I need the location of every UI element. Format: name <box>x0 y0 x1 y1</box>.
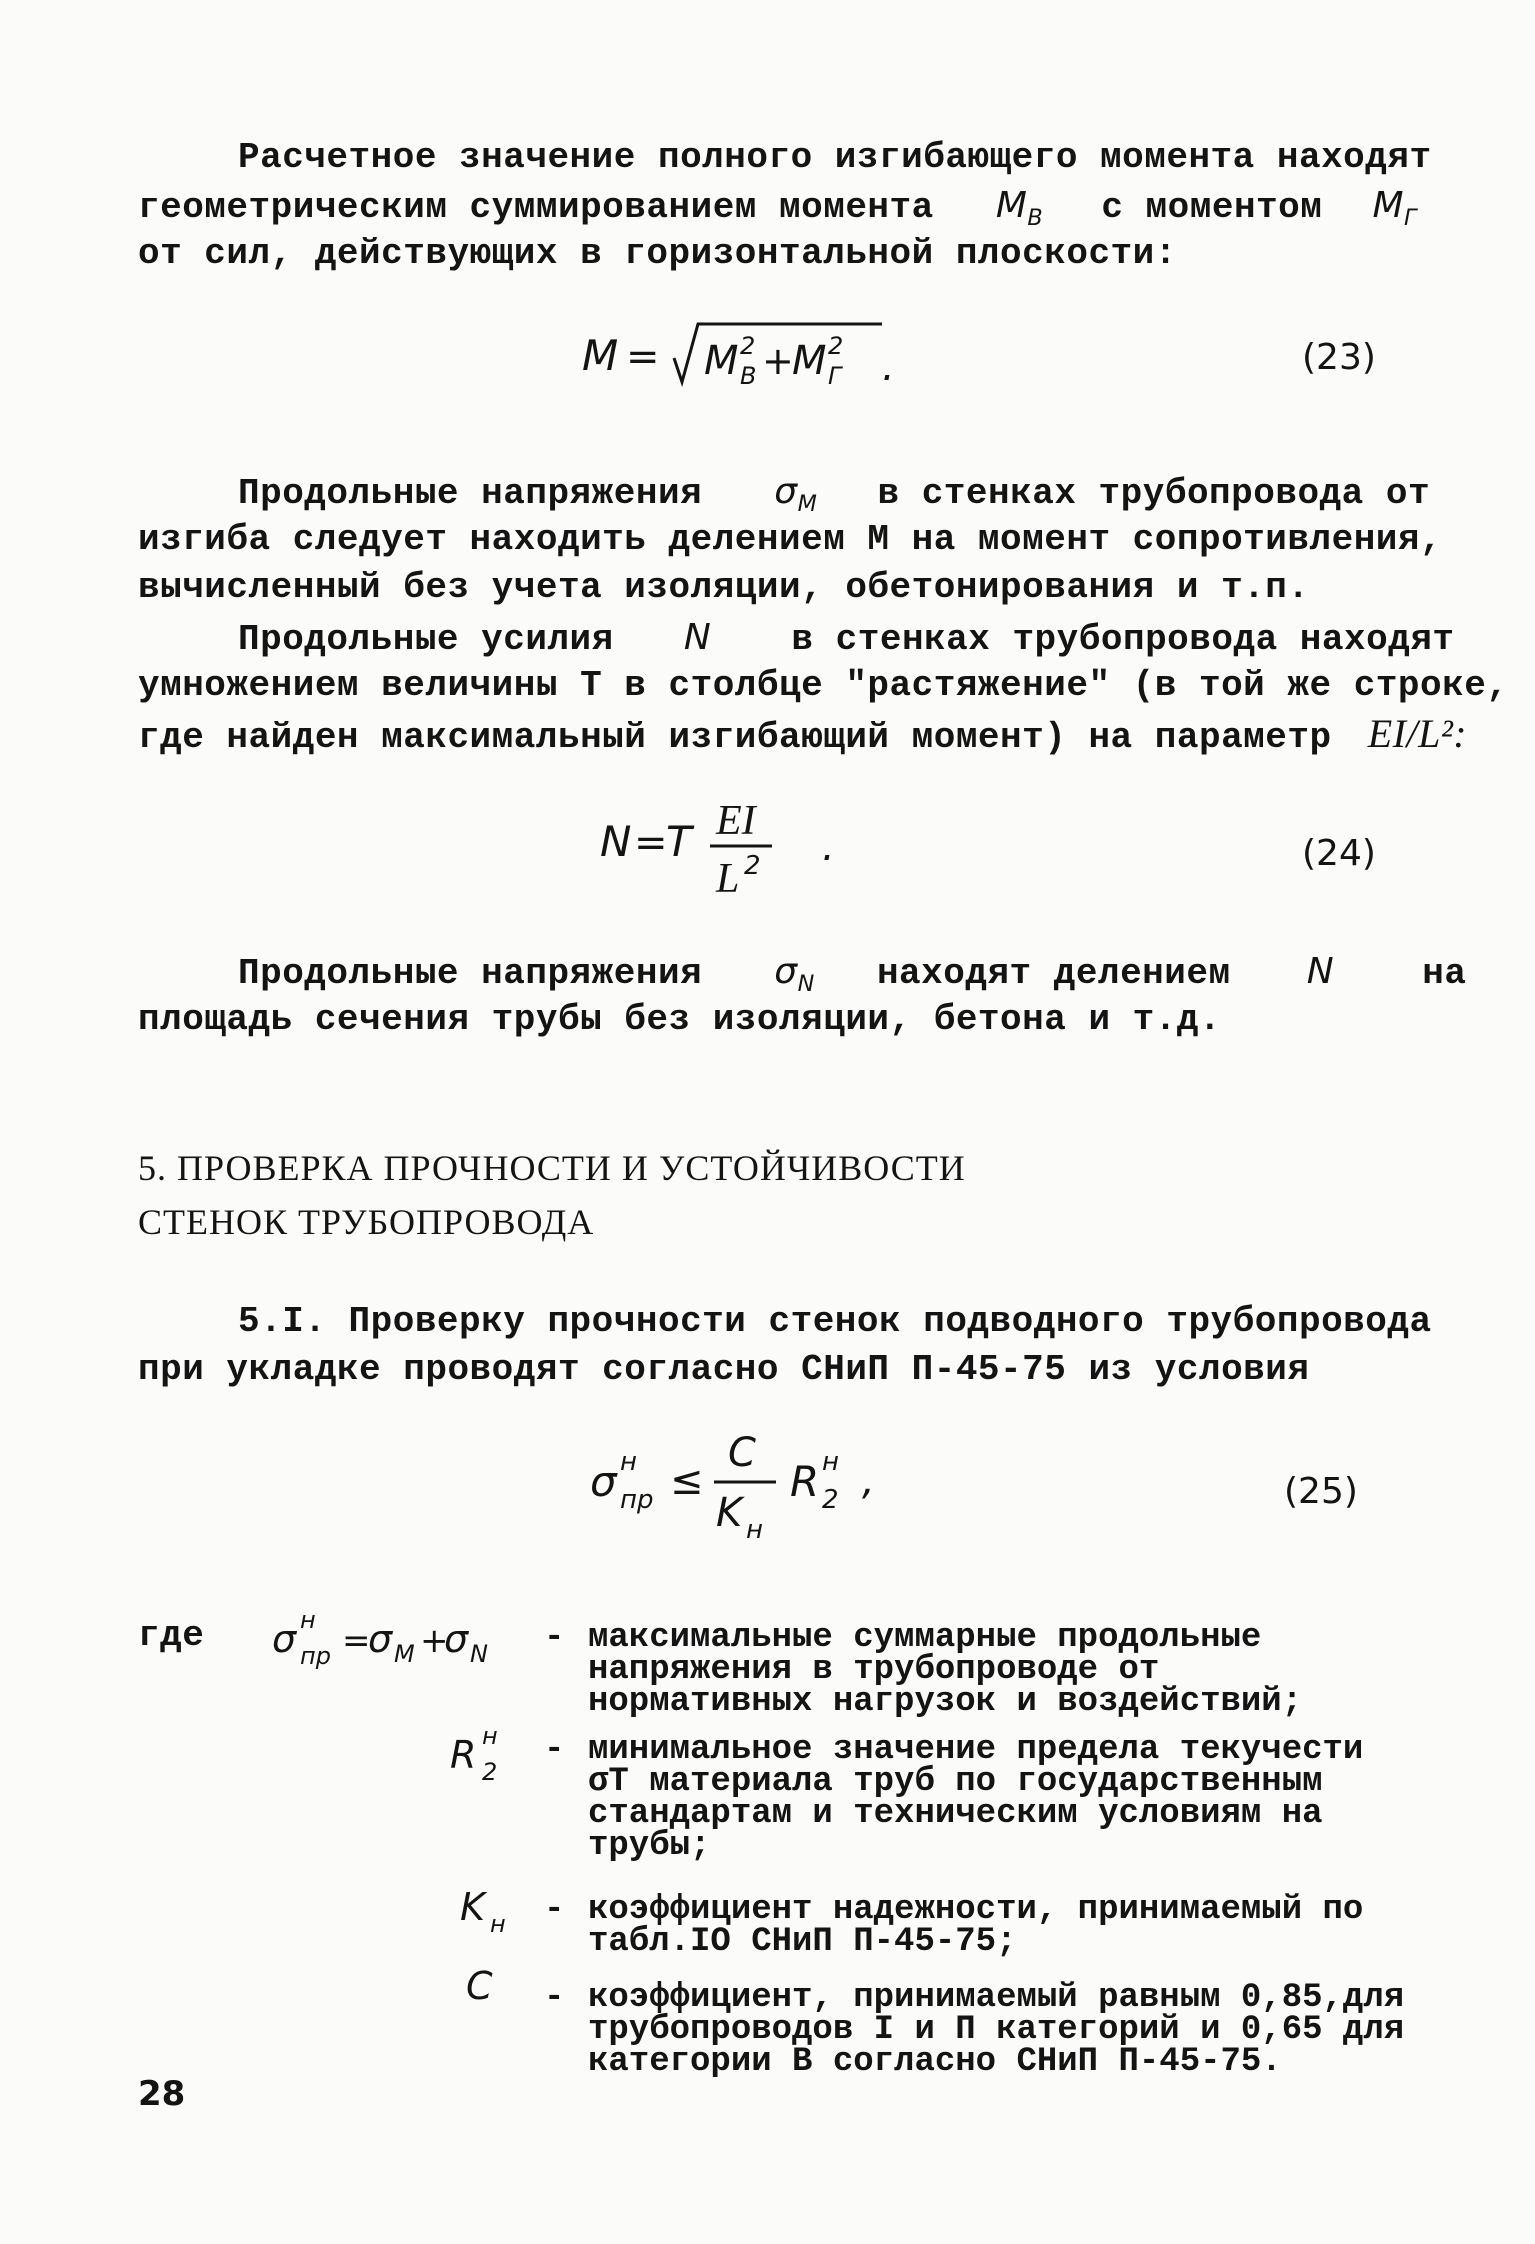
svg-text:≤: ≤ <box>670 1458 704 1504</box>
definition-dash: - <box>544 1979 565 2017</box>
svg-text:2: 2 <box>482 1758 498 1786</box>
definition-dash: - <box>544 1619 565 1657</box>
paragraph-5-line-2 <box>138 1344 1310 1396</box>
svg-text:2: 2 <box>744 851 761 881</box>
equation-25-number: (25) <box>1284 1471 1358 1512</box>
equation-25 <box>590 1424 910 1566</box>
ei-over-l2-symbol: EI/L²: <box>1367 711 1468 756</box>
definition-text-c: коэффициент, принимаемый равным 0,85,для трубопроводов I и П категорий и 0,65 для категории В согласно СНиП П-45-75. <box>588 1979 1405 2081</box>
svg-text:н: н <box>482 1722 498 1750</box>
paragraph-1-line-3 <box>138 228 1177 280</box>
svg-text:+: + <box>420 1621 449 1661</box>
sigma-n-symbol: $\sigma_N$ <box>774 951 815 998</box>
svg-text:σ: σ <box>590 1457 617 1506</box>
text: в стенках трубопровода от <box>877 473 1431 514</box>
svg-text:M: M <box>394 1640 415 1668</box>
n-symbol: N <box>683 617 712 658</box>
paragraph-5-line-1 <box>238 1296 1432 1348</box>
page-number: 28 <box>138 2074 186 2114</box>
svg-text:L: L <box>716 856 740 902</box>
text: в стенках трубопровода находят <box>791 619 1455 660</box>
svg-text:Г: Г <box>828 362 842 390</box>
paragraph-4-line-2 <box>138 994 1221 1046</box>
paragraph-3-line-3 <box>138 708 1467 764</box>
definition-symbol-kn <box>460 1880 540 1943</box>
text: при укладке проводят согласно СНиП П-45-75 из условия <box>138 1349 1310 1390</box>
svg-text:=: = <box>626 334 660 380</box>
n-symbol: N <box>1306 951 1335 992</box>
svg-text:.: . <box>882 344 895 390</box>
svg-text:н: н <box>746 1515 763 1545</box>
paragraph-3-line-1 <box>238 612 1455 666</box>
svg-text:.: . <box>822 824 835 870</box>
svg-text:,: , <box>862 1458 875 1504</box>
svg-text:=: = <box>342 1621 371 1661</box>
equation-23-number: (23) <box>1302 337 1376 378</box>
svg-text:+: + <box>762 339 794 383</box>
svg-text:M: M <box>792 338 827 384</box>
text: на <box>1422 953 1467 994</box>
svg-text:=: = <box>634 820 668 866</box>
text: изгиба следует находить делением М на момент сопротивления, <box>138 519 1443 560</box>
equation-24-graphic <box>600 790 860 910</box>
svg-text:R: R <box>450 1733 477 1777</box>
svg-text:н: н <box>822 1447 839 1477</box>
svg-text:M: M <box>704 338 739 384</box>
equation-24 <box>600 790 860 922</box>
text: вычисленный без учета изоляции, обетонирования и т.п. <box>138 567 1310 608</box>
svg-text:K: K <box>716 1490 743 1536</box>
definition-text-r2n: минимальное значение предела текучести σТ материала труб по государственным стандартам и техническим условиям на трубы; <box>588 1731 1364 1865</box>
text: площадь сечения трубы без изоляции, бетона и т.д. <box>138 999 1222 1040</box>
svg-text:пр: пр <box>300 1642 331 1670</box>
text: находят делением <box>876 953 1231 994</box>
text: геометрическим суммированием момента <box>138 187 934 228</box>
equation-23-graphic <box>582 318 912 398</box>
text: Расчетное значение полного изгибающего момента находят <box>238 137 1432 178</box>
text: Продольные усилия <box>238 619 614 660</box>
paragraph-3-line-2 <box>138 660 1508 712</box>
moment-mg-symbol: $M_Г$ <box>1372 185 1417 232</box>
svg-text:н: н <box>620 1447 637 1477</box>
equation-24-number: (24) <box>1302 833 1376 874</box>
svg-text:н: н <box>300 1606 316 1634</box>
r2n-graphic <box>450 1722 530 1792</box>
svg-text:σ: σ <box>368 1617 393 1661</box>
sigma-m-symbol: $\sigma_M$ <box>774 471 818 518</box>
svg-text:B: B <box>740 362 757 390</box>
svg-text:K: K <box>460 1885 485 1929</box>
text: от сил, действующих в горизонтальной плоскости: <box>138 233 1177 274</box>
moment-mb-symbol: $M_B$ <box>995 185 1044 232</box>
paragraph-2-line-2 <box>138 514 1442 566</box>
where-label: где <box>138 1615 205 1656</box>
text: с моментом <box>1101 187 1323 228</box>
section-5-title-line-1: 5. ПРОВЕРКА ПРОЧНОСТИ И УСТОЙЧИВОСТИ <box>138 1148 966 1188</box>
definition-dash: - <box>544 1891 565 1929</box>
svg-text:σ: σ <box>272 1617 297 1661</box>
text: 5.I. Проверку прочности стенок подводного трубопровода <box>238 1301 1432 1342</box>
sigma-total-graphic <box>272 1606 542 1676</box>
paragraph-2-line-3 <box>138 562 1310 614</box>
svg-text:пр: пр <box>620 1485 654 1515</box>
svg-text:σ: σ <box>444 1617 469 1661</box>
svg-text:н: н <box>490 1910 506 1938</box>
equation-25-graphic <box>590 1424 910 1554</box>
definition-symbol-r2n <box>450 1722 530 1795</box>
section-5-title-line-2: СТЕНОК ТРУБОПРОВОДА <box>138 1202 595 1242</box>
svg-text:N: N <box>470 1640 488 1668</box>
svg-text:2: 2 <box>740 332 756 360</box>
svg-text:EI: EI <box>716 798 756 844</box>
svg-text:M: M <box>582 331 619 380</box>
svg-text:N: N <box>600 817 632 866</box>
definition-text-sigma-total: максимальные суммарные продольные напряжения в трубопроводе от нормативных нагрузок и воздействий; <box>588 1619 1303 1721</box>
svg-text:C: C <box>728 1430 756 1476</box>
text: где найден максимальный изгибающий момент) на параметр <box>138 717 1332 758</box>
text: Продольные напряжения <box>238 953 703 994</box>
svg-text:T: T <box>666 817 692 866</box>
svg-text:2: 2 <box>822 1485 839 1515</box>
text: умножением величины Т в столбце "растяжение" (в той же строке, <box>138 665 1509 706</box>
svg-text:2: 2 <box>828 332 844 360</box>
definition-symbol-c: C <box>466 1964 493 2008</box>
equation-23 <box>582 318 912 410</box>
svg-text:R: R <box>790 1457 820 1506</box>
paragraph-1-line-1 <box>238 132 1432 184</box>
text: Продольные напряжения <box>238 473 703 514</box>
definition-dash: - <box>544 1731 565 1769</box>
definition-symbol-sigma-total <box>272 1606 542 1679</box>
definition-text-kn: коэффициент надежности, принимаемый по табл.IO СНиП П-45-75; <box>588 1891 1364 1961</box>
kn-graphic <box>460 1880 540 1940</box>
